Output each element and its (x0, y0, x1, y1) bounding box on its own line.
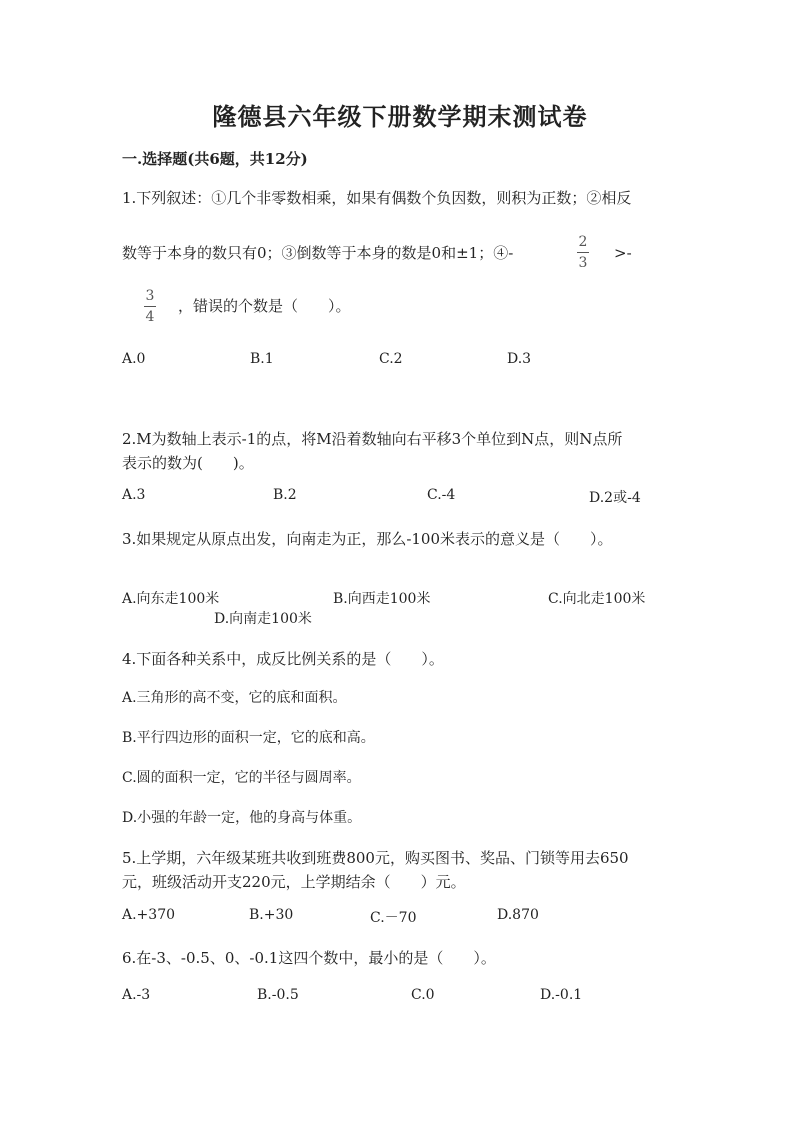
q6-option-d: D.-0.1 (540, 987, 583, 1003)
q1-line1: 1.下列叙述：①几个非零数相乘，如果有偶数个负因数，则积为正数；②相反 (122, 189, 632, 207)
q1-fraction-2-3 (577, 234, 589, 271)
fraction-bar (577, 252, 589, 253)
q3-option-d: D.向南走100米 (214, 611, 312, 627)
q5-line2: 元，班级活动开支220元，上学期结余（ ）元。 (122, 873, 466, 891)
q2-option-b: B.2 (273, 487, 297, 503)
q6-line1: 6.在-3、-0.5、0、-0.1这四个数中，最小的是（ ）。 (122, 949, 496, 967)
fraction-numerator: 3 (145, 288, 155, 304)
q1-line2: 数等于本身的数只有0；③倒数等于本身的数是0和±1；④- (122, 244, 514, 262)
q2-line1: 2.M为数轴上表示-1的点，将M沿着数轴向右平移3个单位到N点，则N点所 (122, 430, 623, 448)
q5-line1: 5.上学期，六年级某班共收到班费800元，购买图书、奖品、门锁等用去650 (122, 849, 629, 867)
q4-line1: 4.下面各种关系中，成反比例关系的是（ ）。 (122, 650, 444, 668)
q2-line2: 表示的数为( )。 (122, 454, 254, 472)
q5-option-b: B.+30 (249, 907, 294, 923)
q1-fraction-3-4 (144, 288, 156, 325)
fraction-bar (144, 306, 156, 307)
q4-option-b: B.平行四边形的面积一定，它的底和高。 (122, 730, 375, 746)
q5-option-a: A.+370 (122, 907, 176, 923)
q1-option-d: D.3 (507, 351, 532, 367)
section-heading: 一.选择题(共6题，共12分) (122, 150, 308, 168)
page-title: 隆德县六年级下册数学期末测试卷 (212, 102, 588, 131)
q3-line1: 3.如果规定从原点出发，向南走为正，那么-100米表示的意义是（ ）。 (122, 530, 613, 548)
q1-option-a: A.0 (122, 351, 146, 367)
fraction-denominator: 4 (145, 309, 155, 325)
q2-option-d: D.2或-4 (589, 490, 641, 506)
q6-option-b: B.-0.5 (257, 987, 299, 1003)
q1-greater-than: >- (614, 244, 632, 262)
q1-line3: ，错误的个数是（ ）。 (178, 297, 351, 315)
q6-option-c: C.0 (411, 987, 435, 1003)
q5-option-c: C.－70 (370, 910, 417, 926)
fraction-numerator: 2 (578, 234, 588, 250)
q2-option-c: C.-4 (427, 487, 456, 503)
q4-option-c: C.圆的面积一定，它的半径与圆周率。 (122, 770, 361, 786)
q3-option-a: A.向东走100米 (122, 591, 220, 607)
q1-option-b: B.1 (250, 351, 274, 367)
q5-option-d: D.870 (497, 907, 539, 923)
q6-option-a: A.-3 (122, 987, 151, 1003)
fraction-denominator: 3 (578, 255, 588, 271)
q4-option-d: D.小强的年龄一定，他的身高与体重。 (122, 810, 362, 826)
q4-option-a: A.三角形的高不变，它的底和面积。 (122, 690, 347, 706)
q2-option-a: A.3 (122, 487, 146, 503)
q1-option-c: C.2 (379, 351, 403, 367)
q3-option-b: B.向西走100米 (333, 591, 431, 607)
q3-option-c: C.向北走100米 (548, 591, 646, 607)
